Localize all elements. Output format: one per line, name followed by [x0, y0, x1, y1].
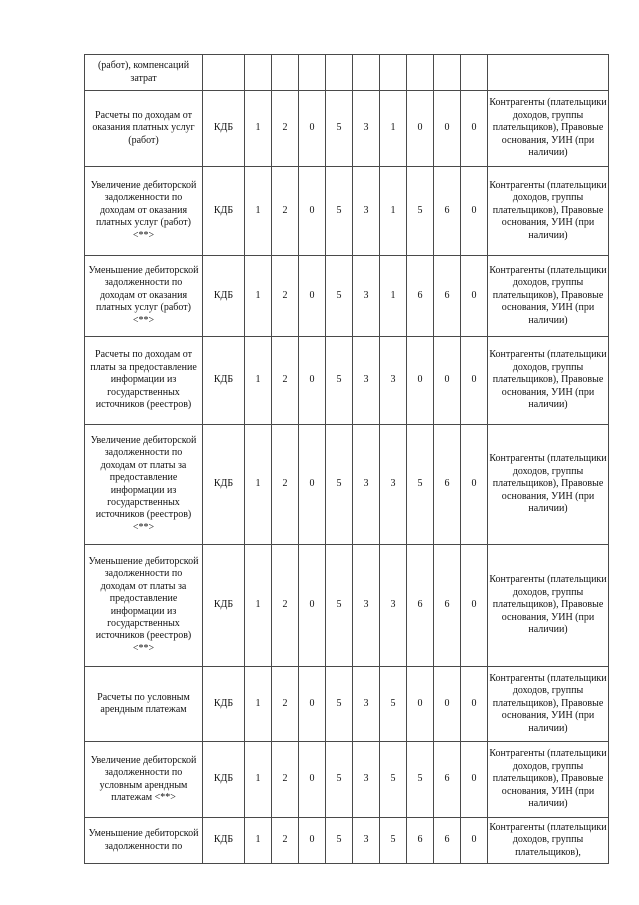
account-digit-cell: 1 [245, 742, 272, 818]
account-name-cell: Уменьшение дебиторской задолженности по доходам от оказания платных услуг (работ) <**> [85, 256, 203, 337]
table-row [85, 742, 609, 818]
accounts-table [84, 54, 609, 864]
account-digit-cell: 0 [461, 742, 488, 818]
account-digit-cell: 3 [353, 742, 380, 818]
account-digit-cell: 5 [407, 167, 434, 256]
account-digit-cell: 0 [461, 91, 488, 167]
account-digit-cell: 2 [272, 167, 299, 256]
table-row [85, 425, 609, 545]
account-digit-cell: 0 [461, 425, 488, 545]
table-row [85, 545, 609, 667]
account-name-cell: Увеличение дебиторской задолженности по условным арендным платежам <**> [85, 742, 203, 818]
account-digit-cell: 0 [461, 818, 488, 864]
account-digit-cell: 0 [299, 91, 326, 167]
account-digit-cell: 3 [353, 545, 380, 667]
account-digit-cell: 1 [380, 256, 407, 337]
account-digit-cell: 5 [326, 167, 353, 256]
account-digit-cell: 6 [434, 256, 461, 337]
account-digit-cell: 3 [380, 425, 407, 545]
table-row [85, 337, 609, 425]
account-digit-cell: 5 [407, 742, 434, 818]
analytics-cell: Контрагенты (плательщики доходов, группы плательщиков), Правовые основания, УИН (при наличии) [488, 256, 609, 337]
account-digit-cell: 1 [380, 91, 407, 167]
kdb-code-cell: КДБ [203, 818, 245, 864]
kdb-code-cell: КДБ [203, 91, 245, 167]
account-digit-cell: 3 [380, 545, 407, 667]
kdb-code-cell: КДБ [203, 545, 245, 667]
table-row [85, 818, 609, 864]
account-digit-cell: 6 [434, 425, 461, 545]
account-digit-cell: 0 [299, 818, 326, 864]
account-digit-cell: 2 [272, 742, 299, 818]
account-name-cell: Расчеты по условным арендным платежам [85, 667, 203, 742]
account-digit-cell [380, 55, 407, 91]
table-row [85, 167, 609, 256]
account-digit-cell: 0 [434, 667, 461, 742]
account-digit-cell: 0 [299, 337, 326, 425]
account-digit-cell: 5 [380, 667, 407, 742]
account-digit-cell: 0 [434, 91, 461, 167]
account-digit-cell [353, 55, 380, 91]
kdb-code-cell: КДБ [203, 337, 245, 425]
analytics-cell: Контрагенты (плательщики доходов, группы плательщиков), [488, 818, 609, 864]
account-digit-cell: 0 [299, 167, 326, 256]
account-name-cell: Расчеты по доходам от оказания платных услуг (работ) [85, 91, 203, 167]
account-digit-cell: 2 [272, 256, 299, 337]
account-digit-cell [461, 55, 488, 91]
analytics-cell [488, 55, 609, 91]
account-digit-cell [299, 55, 326, 91]
account-digit-cell: 5 [326, 425, 353, 545]
account-digit-cell: 6 [407, 545, 434, 667]
account-digit-cell: 3 [353, 337, 380, 425]
account-digit-cell: 0 [299, 256, 326, 337]
account-digit-cell: 0 [299, 425, 326, 545]
kdb-code-cell: КДБ [203, 742, 245, 818]
account-digit-cell [434, 55, 461, 91]
account-name-cell: Уменьшение дебиторской задолженности по [85, 818, 203, 864]
account-digit-cell: 0 [461, 545, 488, 667]
account-digit-cell: 0 [407, 667, 434, 742]
account-digit-cell: 0 [434, 337, 461, 425]
account-digit-cell: 3 [380, 337, 407, 425]
account-digit-cell: 5 [326, 545, 353, 667]
account-digit-cell: 5 [326, 742, 353, 818]
table-body [85, 55, 609, 864]
account-digit-cell [272, 55, 299, 91]
account-digit-cell: 3 [353, 167, 380, 256]
account-digit-cell: 1 [245, 425, 272, 545]
table-row [85, 91, 609, 167]
account-digit-cell: 0 [407, 91, 434, 167]
account-digit-cell: 2 [272, 545, 299, 667]
account-name-cell: (работ), компенсаций затрат [85, 55, 203, 91]
kdb-code-cell: КДБ [203, 167, 245, 256]
account-digit-cell: 6 [434, 545, 461, 667]
account-digit-cell: 3 [353, 256, 380, 337]
account-digit-cell: 3 [353, 425, 380, 545]
analytics-cell: Контрагенты (плательщики доходов, группы плательщиков), Правовые основания, УИН (при наличии) [488, 742, 609, 818]
account-digit-cell: 0 [299, 667, 326, 742]
analytics-cell: Контрагенты (плательщики доходов, группы плательщиков), Правовые основания, УИН (при наличии) [488, 167, 609, 256]
account-digit-cell: 1 [245, 256, 272, 337]
kdb-code-cell: КДБ [203, 256, 245, 337]
account-digit-cell: 0 [461, 667, 488, 742]
kdb-code-cell: КДБ [203, 667, 245, 742]
account-name-cell: Уменьшение дебиторской задолженности по доходам от платы за предоставление информации из государственных источников (реестров) <**> [85, 545, 203, 667]
account-digit-cell: 0 [299, 545, 326, 667]
account-digit-cell: 2 [272, 91, 299, 167]
account-digit-cell [326, 55, 353, 91]
account-digit-cell: 3 [353, 667, 380, 742]
analytics-cell: Контрагенты (плательщики доходов, группы плательщиков), Правовые основания, УИН (при наличии) [488, 425, 609, 545]
account-digit-cell [407, 55, 434, 91]
account-digit-cell: 1 [245, 167, 272, 256]
analytics-cell: Контрагенты (плательщики доходов, группы плательщиков), Правовые основания, УИН (при наличии) [488, 545, 609, 667]
account-digit-cell: 5 [326, 667, 353, 742]
kdb-code-cell: КДБ [203, 425, 245, 545]
account-digit-cell: 1 [245, 91, 272, 167]
account-digit-cell: 0 [407, 337, 434, 425]
account-digit-cell: 6 [434, 167, 461, 256]
account-digit-cell: 5 [326, 256, 353, 337]
table-row [85, 55, 609, 91]
table-row [85, 256, 609, 337]
account-digit-cell: 0 [461, 337, 488, 425]
account-name-cell: Расчеты по доходам от платы за предоставление информации из государственных источников (реестров) [85, 337, 203, 425]
kdb-code-cell [203, 55, 245, 91]
account-digit-cell: 6 [407, 256, 434, 337]
table-row [85, 667, 609, 742]
account-digit-cell: 1 [245, 545, 272, 667]
account-digit-cell: 5 [326, 818, 353, 864]
account-digit-cell: 6 [434, 818, 461, 864]
account-digit-cell: 1 [245, 667, 272, 742]
account-digit-cell: 2 [272, 425, 299, 545]
account-digit-cell: 5 [380, 742, 407, 818]
account-digit-cell: 3 [353, 818, 380, 864]
analytics-cell: Контрагенты (плательщики доходов, группы плательщиков), Правовые основания, УИН (при наличии) [488, 337, 609, 425]
account-digit-cell: 0 [461, 256, 488, 337]
account-digit-cell: 2 [272, 818, 299, 864]
analytics-cell: Контрагенты (плательщики доходов, группы плательщиков), Правовые основания, УИН (при наличии) [488, 667, 609, 742]
account-digit-cell: 1 [245, 818, 272, 864]
account-digit-cell: 5 [380, 818, 407, 864]
account-digit-cell: 2 [272, 667, 299, 742]
account-digit-cell [245, 55, 272, 91]
account-digit-cell: 6 [407, 818, 434, 864]
account-digit-cell: 5 [326, 91, 353, 167]
account-digit-cell: 2 [272, 337, 299, 425]
account-name-cell: Увеличение дебиторской задолженности по доходам от платы за предоставление информации из государственных источников (реестров) <**> [85, 425, 203, 545]
account-digit-cell: 0 [299, 742, 326, 818]
account-digit-cell: 0 [461, 167, 488, 256]
account-digit-cell: 5 [407, 425, 434, 545]
account-digit-cell: 1 [380, 167, 407, 256]
account-digit-cell: 5 [326, 337, 353, 425]
account-name-cell: Увеличение дебиторской задолженности по доходам от оказания платных услуг (работ) <**> [85, 167, 203, 256]
analytics-cell: Контрагенты (плательщики доходов, группы плательщиков), Правовые основания, УИН (при наличии) [488, 91, 609, 167]
account-digit-cell: 1 [245, 337, 272, 425]
account-digit-cell: 6 [434, 742, 461, 818]
account-digit-cell: 3 [353, 91, 380, 167]
